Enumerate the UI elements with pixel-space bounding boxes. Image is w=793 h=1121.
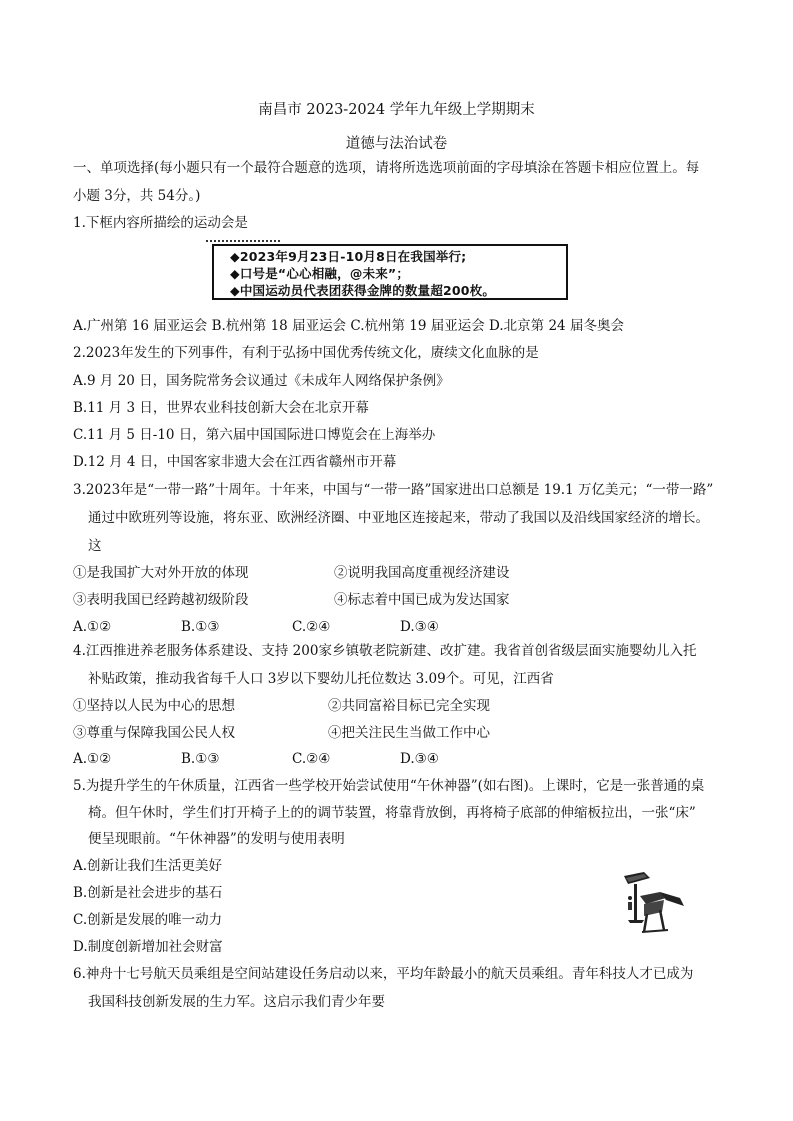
- q3-option-d: D.③④: [400, 619, 439, 635]
- q4-stem-line1: 4.江西推进养老服务体系建设、支持 200家乡镇敬老院新建、改扩建。我省首创省级层面实施婴幼儿入托: [73, 643, 697, 659]
- q1-options: A.广州第 16 届亚运会 B.杭州第 18 届亚运会 C.杭州第 19 届亚运会 D.北京第 24 届冬奥会: [73, 318, 624, 334]
- q3-stem-line1: 3.2023年是“一带一路”十周年。十年来，中国与“一带一路”国家进出口总额是 19.1 万亿美元；“一带一路”: [73, 482, 714, 498]
- q5-stem-line2: 椅。但午休时，学生们打开椅子上的的调节装置，将靠背放倒，再将椅子底部的伸缩板拉出，一张“床”: [88, 805, 696, 821]
- nap-chair-illustration: [614, 868, 690, 942]
- q4-statement-1: ①坚持以人民为中心的思想: [73, 698, 235, 714]
- q5-option-a: A.创新让我们生活更美好: [73, 858, 223, 874]
- q1-info-box: [212, 244, 568, 300]
- q5-option-d: D.制度创新增加社会财富: [73, 939, 223, 955]
- q5-option-b: B.创新是社会进步的基石: [73, 885, 223, 901]
- exam-subject: 道德与法治试卷: [345, 136, 448, 152]
- q6-stem-line1: 6.神舟十七号航天员乘组是空间站建设任务启动以来，平均年龄最小的航天员乘组。青年科技人才已成为: [73, 966, 694, 982]
- q4-option-d: D.③④: [400, 751, 439, 767]
- q4-statement-4: ④把关注民生当做工作中心: [328, 725, 490, 741]
- q6-stem-line2: 我国科技创新发展的生力军。这启示我们青少年要: [88, 994, 385, 1010]
- q3-option-c: C.②④: [292, 619, 331, 635]
- q2-option-d: D.12 月 4 日，中国客家非遗大会在江西省赣州市开幕: [73, 454, 397, 470]
- q5-stem-line3: 便呈现眼前。“午休神器”的发明与使用表明: [88, 831, 345, 847]
- q4-stem-line2: 补贴政策，推动我省每千人口 3岁以下婴幼儿托位数达 3.09个。可见，江西省: [88, 671, 554, 687]
- q3-option-a: A.①②: [73, 619, 112, 635]
- q3-stem-line2: 通过中欧班列等设施，将东亚、欧洲经济圈、中亚地区连接起来，带动了我国以及沿线国家经济的增长。: [88, 510, 709, 526]
- q4-statement-3: ③尊重与保障我国公民人权: [73, 725, 235, 741]
- section-instructions-line2: 小题 3分，共 54分。): [73, 188, 201, 204]
- q3-option-b: B.①③: [181, 619, 220, 635]
- q3-statement-4: ④标志着中国已成为发达国家: [334, 592, 510, 608]
- q1-box-line1: ◆2023年9月23日-10月8日在我国举行;: [230, 249, 467, 264]
- q1-stem: 1.下框内容所描绘的运动会是: [73, 215, 248, 231]
- q4-option-a: A.①②: [73, 751, 112, 767]
- exam-title: 南昌市 2023-2024 学年九年级上学期期末: [258, 102, 535, 118]
- q4-statement-2: ②共同富裕目标已完全实现: [328, 698, 490, 714]
- q3-statement-2: ②说明我国高度重视经济建设: [334, 565, 510, 581]
- q4-option-c: C.②④: [292, 751, 331, 767]
- section-instructions-line1: 一、单项选择(每小题只有一个最符合题意的选项，请将所选选项前面的字母填涂在答题卡相应位置上。每: [73, 160, 700, 176]
- q5-option-c: C.创新是发展的唯一动力: [73, 912, 223, 928]
- q2-stem: 2.2023年发生的下列事件，有利于弘扬中国优秀传统文化，赓续文化血脉的是: [73, 345, 539, 361]
- q2-option-a: A.9 月 20 日，国务院常务会议通过《未成年人网络保护条例》: [73, 373, 450, 389]
- q3-statement-3: ③表明我国已经跨越初级阶段: [73, 592, 249, 608]
- q4-option-b: B.①③: [181, 751, 220, 767]
- q2-option-b: B.11 月 3 日，世界农业科技创新大会在北京开幕: [73, 400, 369, 416]
- q1-box-line2: ◆口号是“心心相融，@未来”；: [230, 266, 410, 281]
- q2-option-c: C.11 月 5 日-10 日，第六届中国国际进口博览会在上海举办: [73, 427, 436, 443]
- q5-stem-line1: 5.为提升学生的午休质量，江西省一些学校开始尝试使用“午休神器”(如右图)。上课时，它是一张普通的桌: [73, 778, 705, 794]
- q1-box-line3: ◆中国运动员代表团获得金牌的数量超200枚。: [230, 283, 496, 298]
- q3-stem-line3: 这: [88, 538, 102, 554]
- q3-statement-1: ①是我国扩大对外开放的体现: [73, 565, 249, 581]
